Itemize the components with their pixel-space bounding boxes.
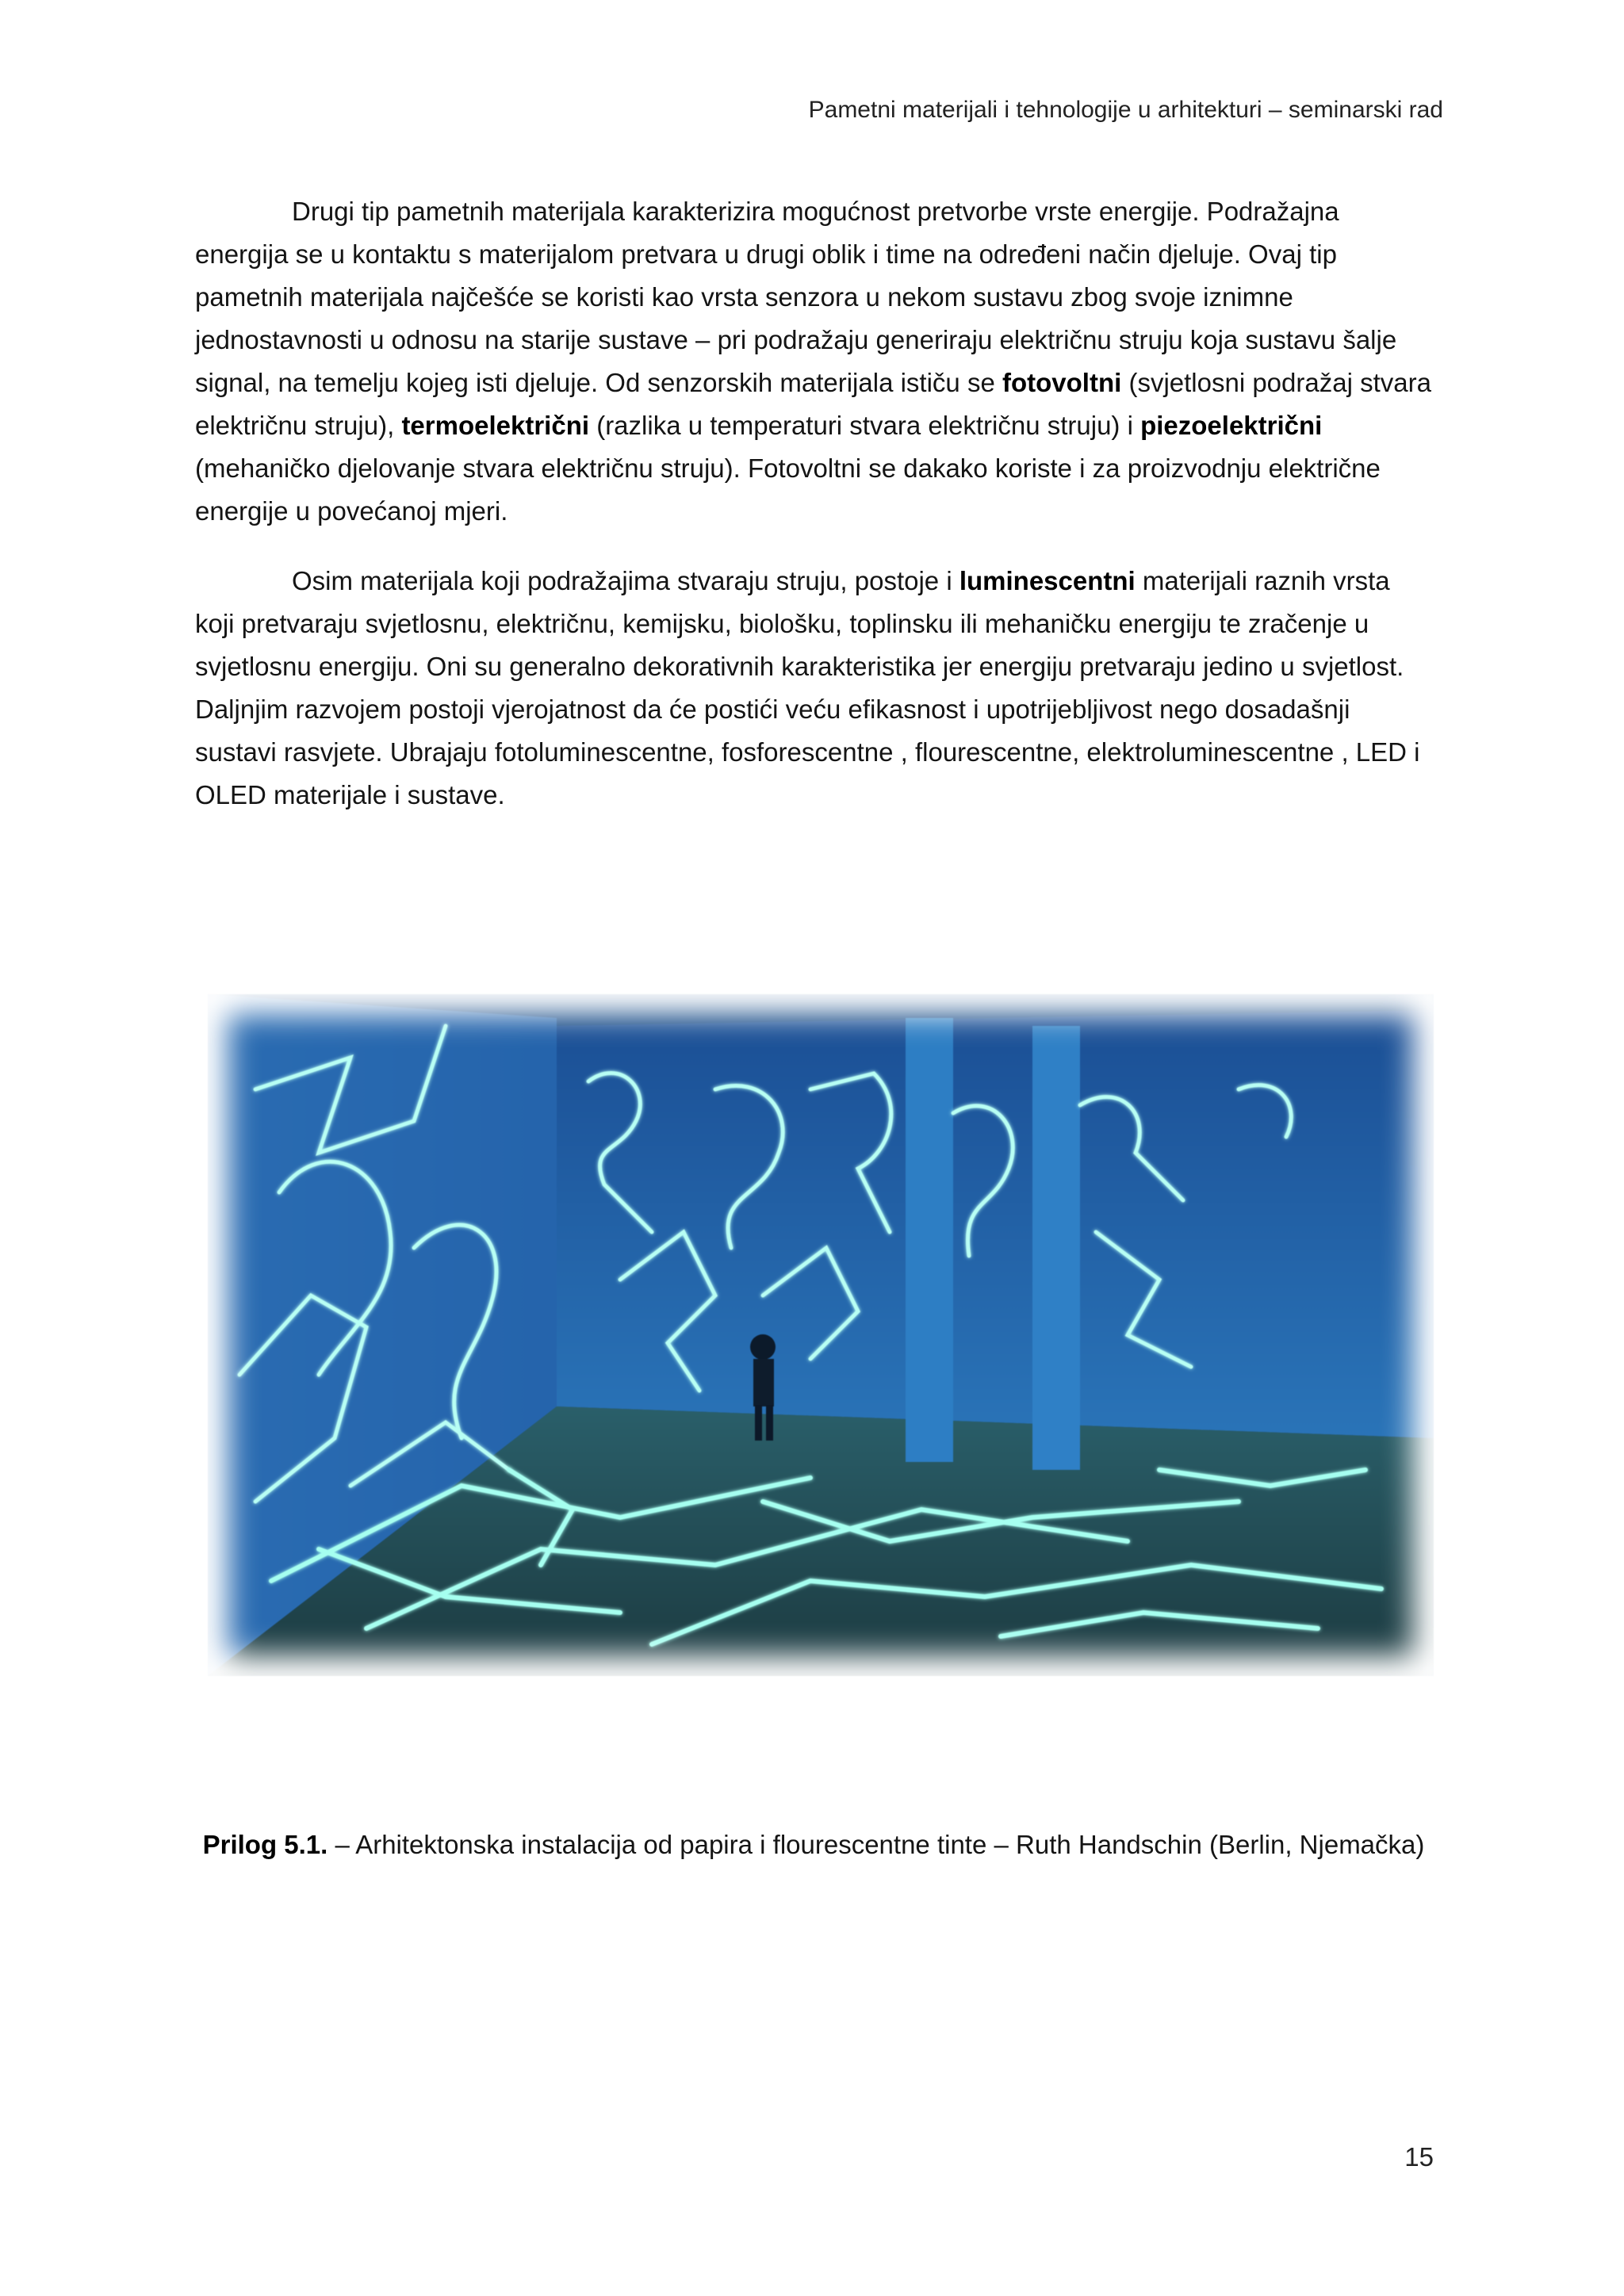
text-segment: Osim materijala koji podražajima stvaraju struju, postoje i: [292, 566, 959, 595]
term-fotovoltni: fotovoltni: [1002, 368, 1122, 397]
text-segment: (svjetlosni podražaj stvara električnu struju),: [195, 368, 1431, 440]
pillar: [906, 1018, 953, 1462]
term-termoelektricni: termoelektrični: [401, 411, 590, 440]
figure-caption: [195, 1823, 1432, 1866]
running-header: Pametni materijali i tehnologije u arhitekturi – seminarski rad: [808, 97, 1443, 123]
page-number: 15: [1404, 2142, 1434, 2172]
paragraph-energy-conversion: [195, 190, 1432, 533]
text-segment: Drugi tip pametnih materijala karakterizira mogućnost pretvorbe vrste energije. Podražajna energija se u kontaktu s materijalom pretvara u drugi oblik i time na određeni način djeluje. Ovaj tip pametnih materijala najčešće se koristi kao vrsta senzora u nekom sustavu zbog svoje iznimne jednostavnosti u odnosu na starije sustave – pri podražaju generiraju električnu struju koja sustavu šalje signal, na temelju kojeg isti djeluje. Od senzorskih materijala ističu se: [195, 197, 1397, 397]
caption-text: – Arhitektonska instalacija od papira i flourescentne tinte – Ruth Handschin (Berlin, Njemačka): [327, 1830, 1425, 1859]
text-segment: (mehaničko djelovanje stvara električnu struju). Fotovoltni se dakako koriste i za proizvodnju električne energije u povećanoj mjeri.: [195, 453, 1381, 526]
term-piezoelektricni: piezoelektrični: [1140, 411, 1323, 440]
term-luminescentni: luminescentni: [959, 566, 1136, 595]
paragraph-luminescent: [195, 560, 1432, 817]
text-segment: (razlika u temperaturi stvara električnu struju) i: [589, 411, 1141, 440]
installation-photo: [208, 994, 1434, 1676]
pillar: [1032, 1026, 1080, 1470]
caption-label: Prilog 5.1.: [202, 1830, 328, 1859]
text-segment: materijali raznih vrsta koji pretvaraju svjetlosnu, električnu, kemijsku, biološku, toplinsku ili mehaničku energiju te zračenje u svjetlosnu energiju. Oni su generalno dekorativnih karakteristika jer energiju pretvaraju jedino u svjetlost. Daljnjim razvojem postoji vjerojatnost da će postići veću efikasnost i upotrijebljivost nego dosadašnji sustavi rasvjete. Ubrajaju fotoluminescentne, fosforescentne , flourescentne, elektroluminescentne , LED i OLED materijale i sustave.: [195, 566, 1420, 809]
installation-illustration: [208, 994, 1434, 1676]
